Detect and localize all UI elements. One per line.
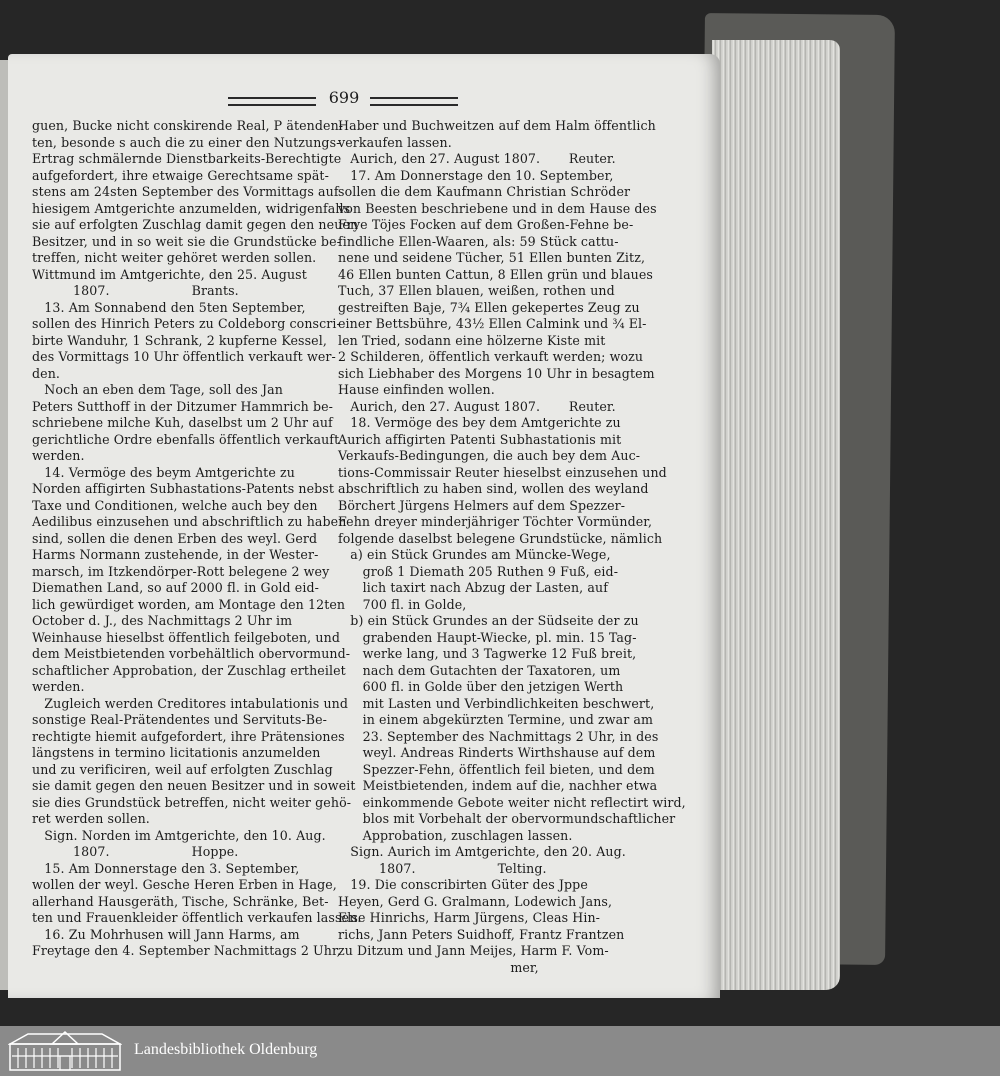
text-line: sich Liebhaber des Morgens 10 Uhr in besagtem: [338, 365, 655, 381]
text-line: a) ein Stück Grundes am Münckе-Wege,: [338, 547, 611, 562]
text-line: mit Lasten und Verbindlichkeiten beschwert,: [338, 695, 655, 711]
text-line: Hause einfinden wollen.: [338, 382, 495, 397]
text-line: 18. Vermöge des bey dem Amtgerichte zu: [338, 415, 621, 430]
text-line: Aedilibus einzusehen und abschriftlich zu haben: [32, 514, 347, 529]
text-line: Heyen, Gerd G. Gralmann, Lodewich Jans,: [338, 893, 613, 909]
text-line: guen, Bucke nicht conskirende Real, P ätenden-: [32, 118, 344, 133]
text-line: 19. Die conscribirten Güter des Jppe: [338, 877, 588, 892]
text-line: Peters Sutthoff in der Ditzumer Hammrich be-: [32, 398, 334, 414]
text-line: wollen der weyl. Gesche Heren Erben in Hage,: [32, 877, 337, 892]
text-line: allerhand Hausgeräth, Tische, Schränke, Bet-: [32, 893, 329, 909]
text-line: 17. Am Donnerstage den 10. September,: [338, 167, 614, 183]
text-line: zu Ditzum und Jann Meiјes, Harm F. Vom-: [338, 943, 609, 958]
text-line: Wittmund im Amtgerichte, den 25. August: [32, 266, 307, 282]
text-line: 600 fl. in Golde über den jetzigen Werth: [338, 679, 624, 694]
left-text-column: [32, 118, 362, 960]
library-building-icon: [8, 1030, 122, 1072]
right-text-column: [338, 118, 686, 976]
text-line: von Beesten beschriebene und in dem Hause des: [338, 200, 657, 216]
text-line: ret werden sollen.: [32, 811, 150, 826]
text-line: Freytage den 4. September Nachmittags 2 Uhr,: [32, 943, 341, 958]
text-line: nach dem Gutachten der Taxatoren, um: [338, 662, 621, 678]
text-line: schaftlicher Approbation, der Zuschlag ertheilet: [32, 662, 346, 678]
library-footer: [0, 1026, 1000, 1076]
text-line: October d. J., des Nachmittags 2 Uhr im: [32, 613, 293, 628]
text-line: Harms Normann zustehende, in der Wester-: [32, 547, 319, 562]
text-line: Tuch, 37 Ellen blauen, weißen, rothen und: [338, 283, 615, 298]
text-line: Taxe und Conditionen, welche auch bey den: [32, 497, 318, 513]
page-number: 699: [328, 88, 360, 107]
text-line: mer,: [338, 959, 539, 975]
page-header: [220, 88, 460, 110]
text-line: in einem abgekürzten Termine, und zwar am: [338, 712, 654, 727]
text-line: abschriftlich zu haben sind, wollen des weyland: [338, 481, 649, 496]
text-line: marsch, im Itzkendörper-Rott belegene 2 wey: [32, 563, 330, 579]
text-line: sind, sollen die denen Erben des weyl. Gerd: [32, 530, 318, 546]
text-line: 2 Schilderen, öffentlich verkauft werden; wozu: [338, 349, 644, 364]
header-rule-left: [228, 97, 316, 106]
library-name: Landesbibliothek Oldenburg: [134, 1041, 318, 1058]
text-line: schriebene milche Kuh, daselbst um 2 Uhr auf: [32, 415, 333, 430]
text-line: groß 1 Diemath 205 Ruthen 9 Fuß, eid-: [338, 563, 619, 579]
text-line: sollen des Hinrich Peters zu Coldeborg conscri-: [32, 316, 341, 331]
text-line: werden.: [32, 448, 85, 463]
text-line: lich taxirt nach Abzug der Lasten, auf: [338, 580, 608, 595]
text-line: 16. Zu Mohrhusen will Jann Harms, am: [32, 926, 300, 942]
text-line: einer Bettsbühre, 43½ Ellen Calmink und ¾ El-: [338, 316, 647, 331]
text-line: Else Hinrichs, Harm Jürgens, Cleas Hin-: [338, 910, 601, 925]
text-line: 23. September des Nachmittags 2 Uhr, in des: [338, 728, 659, 744]
text-line: aufgefordert, ihre etwaige Gerechtsame spät-: [32, 167, 329, 183]
text-line: dem Meistbietenden vorbehältlich obervormund-: [32, 646, 351, 661]
text-line: Diemathen Land, so auf 2000 fl. in Gold eid-: [32, 580, 319, 595]
text-line: 700 fl. in Golde,: [338, 596, 467, 612]
text-line: Verkaufs-Bedingungen, die auch bey dem Auc-: [338, 448, 641, 463]
text-line: werden.: [32, 679, 85, 694]
text-line: treffen, nicht weiter gehöret werden sollen.: [32, 250, 317, 265]
text-line: richs, Jann Peters Suidhoff, Frantz Frantzen: [338, 926, 625, 942]
text-line: hiesigem Amtgerichte anzumelden, widrigenfalls: [32, 200, 351, 216]
text-line: 1807. Brants.: [32, 283, 239, 298]
text-line: b) ein Stück Grundes an der Südseite der zu: [338, 613, 639, 628]
text-line: stens am 24sten September des Vormittags auf: [32, 184, 339, 199]
text-line: weyl. Andreas Rinderts Wirthshause auf dem: [338, 745, 656, 760]
text-line: sie damit gegen den neuen Besitzer und in soweit: [32, 778, 356, 793]
text-line: gestreiften Baje, 7¾ Ellen gekepertes Zeug zu: [338, 299, 640, 315]
text-line: längstens in termino licitationis anzumelden: [32, 745, 321, 760]
text-line: den.: [32, 365, 61, 381]
text-line: Weinhause hieselbst öffentlich feilgeboten, und: [32, 629, 340, 645]
text-line: sollen die dem Kaufmann Christian Schröder: [338, 184, 631, 199]
text-line: 15. Am Donnerstage den 3. September,: [32, 860, 300, 876]
text-line: sonstige Real-Prätendentes und Servituts-Be-: [32, 712, 328, 727]
text-line: Aurich, den 27. August 1807. Reuter.: [338, 398, 616, 414]
text-line: Besitzer, und in so weit sie die Grundstücke be-: [32, 233, 341, 249]
text-line: Meistbietenden, indem auf die, nachher etwa: [338, 778, 658, 793]
text-line: rechtigte hiemit aufgefordert, ihre Prätensiones: [32, 728, 345, 744]
text-line: folgende daselbst belegene Grundstücke, nämlich: [338, 530, 663, 546]
text-line: und zu verificiren, weil auf erfolgten Zuschlag: [32, 761, 333, 777]
text-line: Aurich, den 27. August 1807. Reuter.: [338, 151, 616, 166]
text-line: verkaufen lassen.: [338, 134, 452, 150]
text-line: lich gewürdiget worden, am Montage den 12ten: [32, 596, 346, 612]
text-line: Approbation, zuschlagen lassen.: [338, 827, 573, 843]
text-line: findliche Ellen-Waaren, als: 59 Stück cattu-: [338, 233, 619, 249]
text-line: einkommende Gebote weiter nicht reflectirt wird,: [338, 794, 686, 810]
text-line: 1807. Hoppe.: [32, 844, 239, 859]
text-line: Haber und Buchweitzen auf dem Halm öffentlich: [338, 118, 656, 133]
text-line: Ertrag schmälernde Dienstbarkeits-Berechtigte: [32, 151, 342, 166]
text-line: werke lang, und 3 Tagwerke 12 Fuß breit,: [338, 646, 637, 661]
text-line: ten, besonde s auch die zu einer den Nutzungs-: [32, 134, 341, 150]
text-line: Spezzer-Fehn, öffentlich feil bieten, und dem: [338, 761, 655, 777]
text-line: sie dies Grundstück betreffen, nicht weiter gehö-: [32, 794, 352, 810]
text-line: Fehn dreyer minderjähriger Töchter Vormünder,: [338, 514, 653, 529]
text-line: 1807. Telting.: [338, 860, 547, 876]
text-line: Noch an eben dem Tage, soll des Jan: [32, 382, 283, 397]
text-line: des Vormittags 10 Uhr öffentlich verkauft wer-: [32, 349, 336, 364]
text-line: len Tried, sodann eine hölzerne Kiste mit: [338, 332, 606, 348]
text-line: birte Wanduhr, 1 Schrank, 2 kupferne Kessel,: [32, 332, 327, 348]
text-line: nene und seidene Tücher, 51 Ellen bunten Zitz,: [338, 250, 646, 265]
text-line: Zugleich werden Creditores intabulationis und: [32, 695, 349, 711]
text-line: ten und Frauenkleider öffentlich verkaufen lassen.: [32, 910, 362, 925]
text-line: Norden affigirten Subhastations-Patents nebst: [32, 481, 335, 496]
text-line: grabenden Haupt-Wiecke, pl. min. 15 Tag-: [338, 629, 637, 645]
page-edges: [712, 40, 840, 990]
text-line: Sign. Aurich im Amtgerichte, den 20. Aug.: [338, 844, 626, 859]
text-line: Sign. Norden im Amtgerichte, den 10. Aug.: [32, 827, 326, 843]
text-line: 14. Vermöge des beym Amtgerichte zu: [32, 464, 295, 480]
text-line: Frye Töjes Focken auf dem Großen-Fehne be-: [338, 217, 634, 232]
header-rule-right: [370, 97, 458, 106]
text-line: blos mit Vorbehalt der obervormundschaftlicher: [338, 811, 676, 826]
text-line: Aurich affigirten Patenti Subhastationis mit: [338, 431, 622, 447]
text-line: 13. Am Sonnabend den 5ten September,: [32, 299, 306, 315]
text-line: 46 Ellen bunten Cattun, 8 Ellen grün und blaues: [338, 266, 653, 282]
text-line: Börchert Jürgens Helmers auf dem Spezzer-: [338, 497, 626, 513]
text-line: tions-Commissair Reuter hieselbst einzusehen und: [338, 464, 667, 480]
text-line: sie auf erfolgten Zuschlag damit gegen den neuen: [32, 217, 359, 232]
text-line: gerichtliche Ordre ebenfalls öffentlich verkauft: [32, 431, 340, 447]
